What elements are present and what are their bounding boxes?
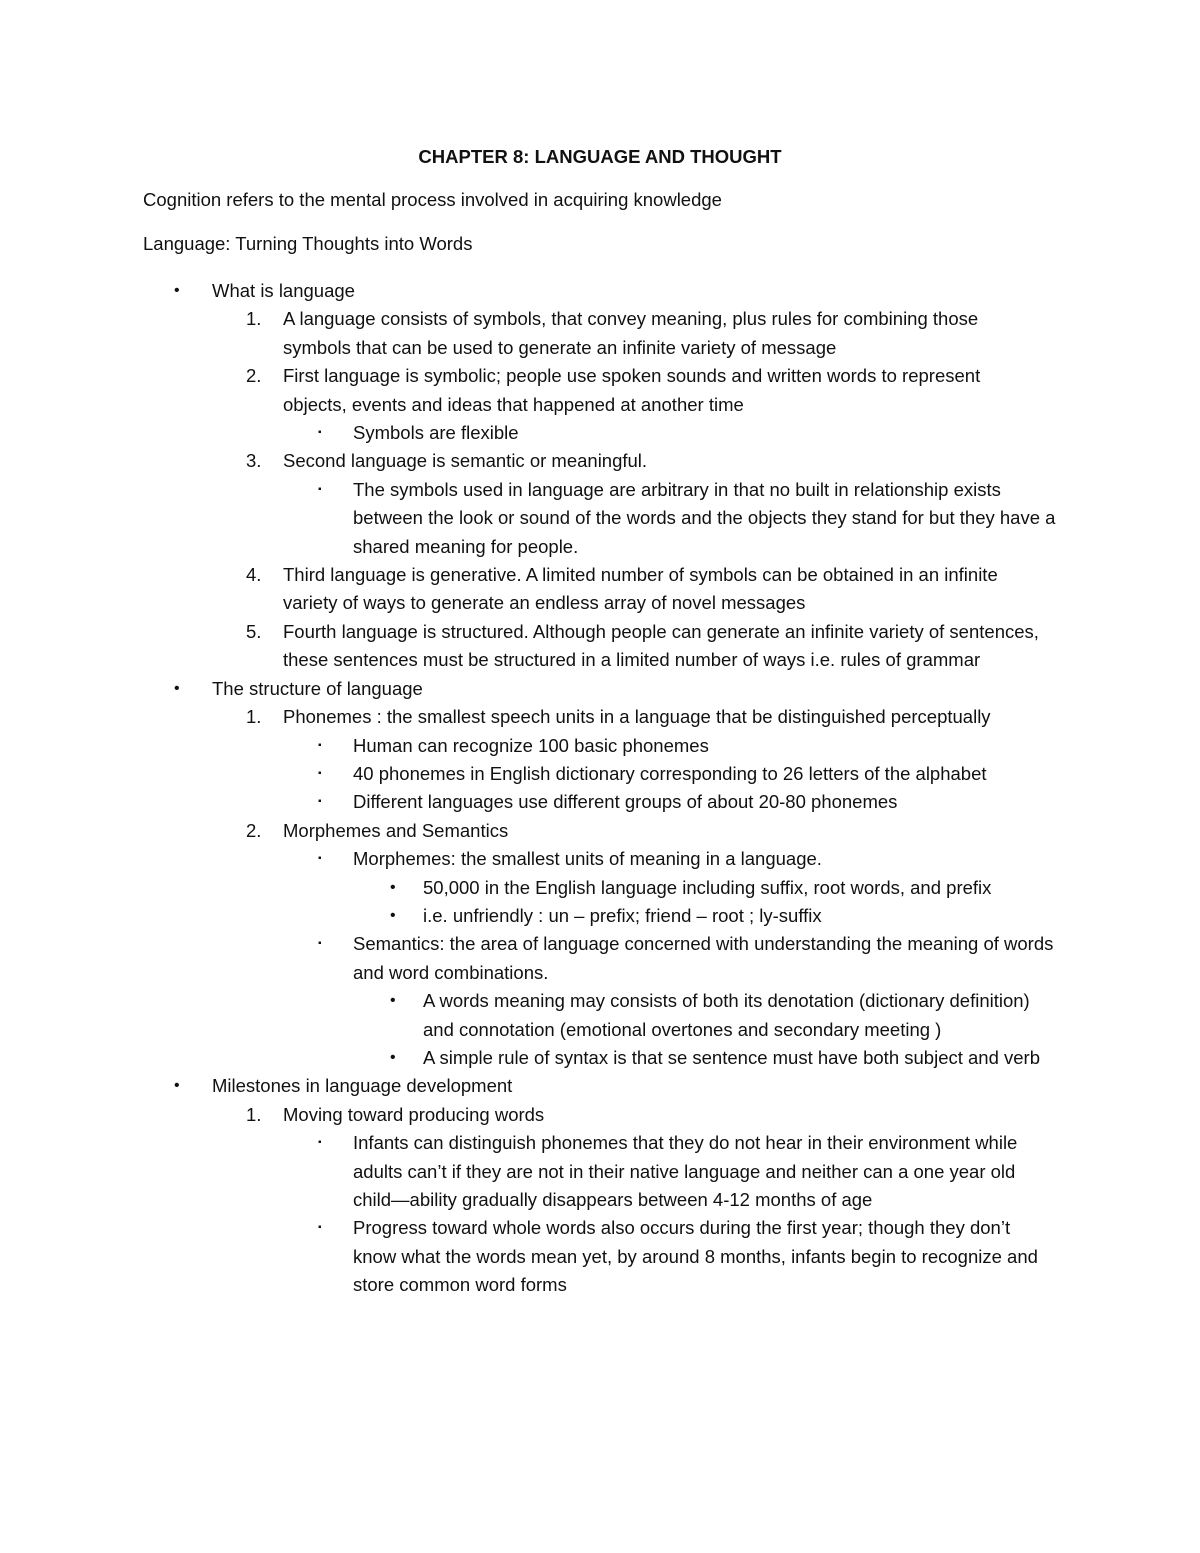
item-text: Morphemes and Semantics [283, 819, 509, 841]
item-text: Moving toward producing words [283, 1103, 545, 1125]
bullet-icon: • [390, 1048, 396, 1066]
outline-label: Milestones in language development [212, 1075, 513, 1097]
item-text: Second language is semantic or meaningful. [283, 450, 648, 472]
outline-item-what-is-language [0, 277, 1200, 305]
sub-bullet-item [0, 845, 1058, 873]
item-text: Different languages use different groups of about 20-80 phonemes [353, 791, 898, 813]
item-text: Symbols are flexible [353, 422, 519, 444]
item-text: Third language is generative. A limited number of symbols can be obtained in an infinite variety of ways to generate an endless array of novel messages [283, 564, 998, 614]
numbered-item [0, 305, 1043, 362]
square-bullet-icon: ▪ [318, 1137, 322, 1149]
bullet-icon: • [174, 282, 180, 299]
item-text: Morphemes: the smallest units of meaning in a language. [353, 848, 822, 870]
section-heading: Language: Turning Thoughts into Words [143, 233, 473, 254]
numbered-item [0, 561, 1043, 618]
nested-bullet-item [0, 902, 1053, 930]
item-text: 40 phonemes in English dictionary corresponding to 26 letters of the alphabet [353, 762, 987, 784]
numbered-item [0, 447, 1043, 475]
square-bullet-icon: ▪ [318, 483, 322, 495]
sub-bullet-item [0, 732, 1058, 760]
intro-paragraph: Cognition refers to the mental process involved in acquiring knowledge [143, 189, 722, 210]
square-bullet-icon: ▪ [318, 853, 322, 865]
numbered-item [0, 703, 1043, 731]
item-number: 4. [246, 564, 262, 586]
sub-bullet-item [0, 760, 1058, 788]
item-text: 50,000 in the English language including suffix, root words, and prefix [423, 876, 992, 898]
item-text: Progress toward whole words also occurs during the first year; though they don’t know what the words mean yet, by around 8 months, infants begin to recognize and store common word forms [353, 1217, 1038, 1296]
item-text: Semantics: the area of language concerned with understanding the meaning of words and word combinations. [353, 933, 1054, 983]
item-text: i.e. unfriendly : un – prefix; friend – root ; ly-suffix [423, 904, 822, 926]
item-text: First language is symbolic; people use spoken sounds and written words to represent objects, events and ideas that happened at another time [283, 365, 981, 415]
item-text: A language consists of symbols, that convey meaning, plus rules for combining those symbols that can be used to generate an infinite variety of message [283, 308, 979, 358]
item-text: A simple rule of syntax is that se sentence must have both subject and verb [423, 1046, 1041, 1068]
sub-bullet-item [0, 419, 1058, 447]
outline-label: What is language [212, 280, 355, 301]
bullet-icon: • [390, 878, 396, 896]
bullet-icon: • [390, 906, 396, 924]
document-title: CHAPTER 8: LANGUAGE AND THOUGHT [418, 146, 782, 167]
item-text: Infants can distinguish phonemes that they do not hear in their environment while adults can’t if they are not in their native language and neither can a one year old child—ability gradually disappears between 4-12 months of age [353, 1132, 1018, 1210]
square-bullet-icon: ▪ [318, 1222, 322, 1234]
numbered-item [0, 362, 1043, 419]
square-bullet-icon: ▪ [318, 427, 322, 439]
item-number: 5. [246, 620, 262, 642]
item-number: 2. [246, 819, 262, 841]
numbered-item [0, 817, 1043, 845]
outline-item-structure-of-language [0, 675, 1200, 703]
sub-bullet-item [0, 476, 1058, 561]
item-text: Human can recognize 100 basic phonemes [353, 734, 709, 756]
numbered-item [0, 618, 1043, 675]
item-number: 2. [246, 365, 262, 387]
item-number: 3. [246, 450, 262, 472]
outline-list [0, 277, 1200, 1300]
item-number: 1. [246, 706, 262, 728]
item-number: 1. [246, 308, 262, 330]
square-bullet-icon: ▪ [318, 796, 322, 808]
square-bullet-icon: ▪ [318, 767, 322, 779]
nested-bullet-item [0, 987, 1053, 1044]
square-bullet-icon: ▪ [318, 938, 322, 950]
item-number: 1. [246, 1103, 262, 1125]
bullet-icon: • [174, 1077, 180, 1095]
bullet-icon: • [390, 992, 396, 1010]
outline-item-milestones [0, 1072, 1200, 1100]
sub-bullet-item [0, 1214, 1058, 1299]
nested-bullet-item [0, 874, 1053, 902]
sub-bullet-item [0, 788, 1058, 816]
item-text: Fourth language is structured. Although people can generate an infinite variety of sentences, these sentences must be structured in a limited number of ways i.e. rules of grammar [283, 620, 1039, 671]
numbered-item [0, 1101, 1043, 1129]
outline-label: The structure of language [212, 677, 423, 699]
sub-bullet-item [0, 1129, 1058, 1214]
bullet-icon: • [174, 679, 180, 697]
square-bullet-icon: ▪ [318, 739, 322, 751]
item-text: A words meaning may consists of both its denotation (dictionary definition) and connotation (emotional overtones and secondary meeting ) [423, 990, 1030, 1040]
item-text: The symbols used in language are arbitrary in that no built in relationship exists between the look or sound of the words and the objects they stand for but they have a shared meaning for people. [353, 478, 1056, 557]
nested-bullet-item [0, 1044, 1053, 1072]
sub-bullet-item [0, 930, 1058, 987]
item-text: Phonemes : the smallest speech units in a language that be distinguished perceptually [283, 706, 991, 728]
